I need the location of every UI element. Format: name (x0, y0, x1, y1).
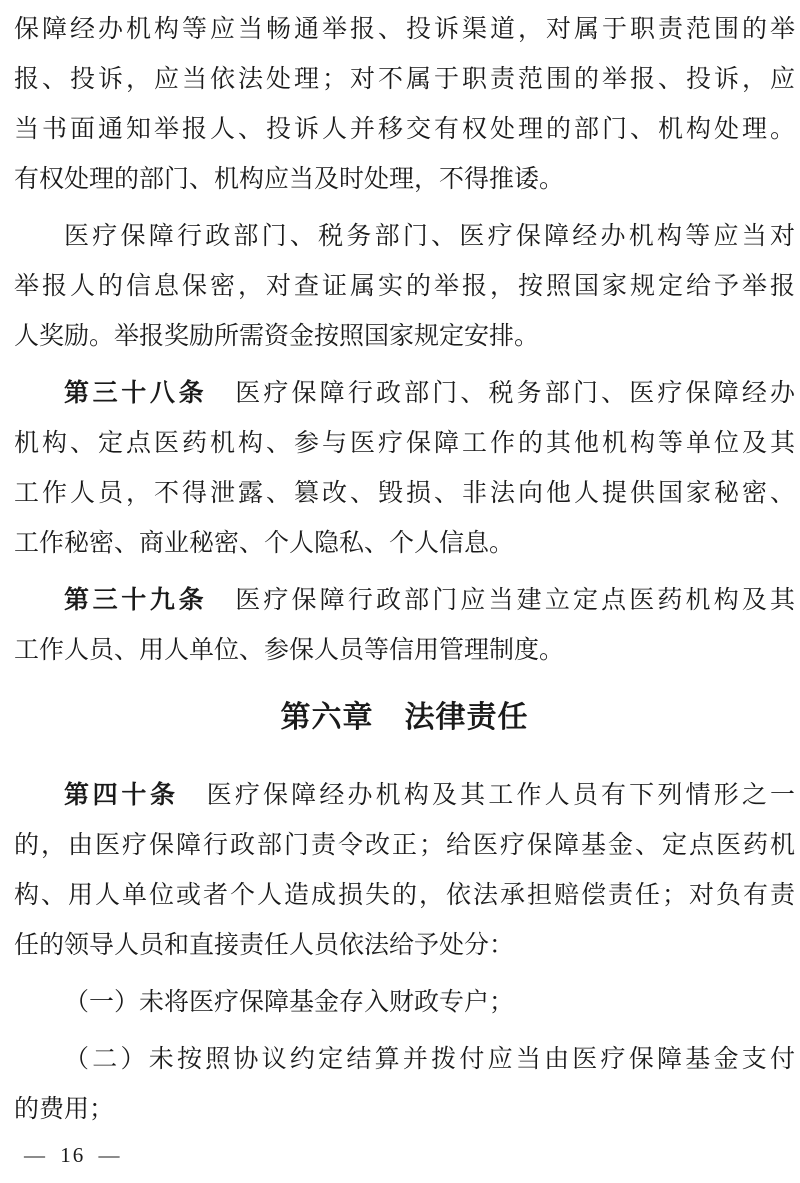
text-line (14, 369, 795, 419)
article-text: 医疗保障行政部门应当建立定点医药机构及其 (235, 587, 795, 614)
paragraph-continuation (14, 5, 795, 205)
paragraph-body (14, 212, 795, 362)
paragraph-article-40 (14, 771, 795, 971)
paragraph-article-38 (14, 369, 795, 569)
text-line: 的费用； (14, 1096, 115, 1123)
chapter-heading: 第六章 法律责任 (280, 701, 529, 734)
article-number: 第三十八条 (64, 380, 208, 407)
text-line: 机构、定点医药机构、参与医疗保障工作的其他机构等单位及其 (14, 430, 795, 457)
text-line: 任的领导人员和直接责任人员依法给予处分： (14, 932, 515, 959)
text-line: 当书面通知举报人、投诉人并移交有权处理的部门、机构处理。 (14, 116, 795, 143)
text-line: 报、投诉，应当依法处理；对不属于职责范围的举报、投诉，应 (14, 66, 795, 93)
text-line: 医疗保障行政部门、税务部门、医疗保障经办机构等应当对 (64, 223, 795, 250)
text-line: 工作人员，不得泄露、篡改、毁损、非法向他人提供国家秘密、 (14, 480, 795, 507)
text-line: （一）未将医疗保障基金存入财政专户； (64, 989, 515, 1016)
article-number: 第四十条 (64, 782, 179, 809)
text-line: 的，由医疗保障行政部门责令改正；给医疗保障基金、定点医药机 (14, 832, 795, 859)
text-line: 保障经办机构等应当畅通举报、投诉渠道，对属于职责范围的举 (14, 16, 795, 43)
text-line: （二）未按照协议约定结算并拨付应当由医疗保障基金支付 (64, 1046, 795, 1073)
article-text: 医疗保障经办机构及其工作人员有下列情形之一 (206, 782, 795, 809)
article-text: 医疗保障行政部门、税务部门、医疗保障经办 (235, 380, 795, 407)
article-number: 第三十九条 (64, 587, 208, 614)
text-line: 举报人的信息保密，对查证属实的举报，按照国家规定给予举报 (14, 273, 795, 300)
text-line (14, 771, 795, 821)
text-line (14, 576, 795, 626)
text-line: 构、用人单位或者个人造成损失的，依法承担赔偿责任；对负有责 (14, 882, 795, 909)
text-line: 工作人员、用人单位、参保人员等信用管理制度。 (14, 637, 565, 664)
list-item-1 (14, 978, 795, 1028)
text-line: 有权处理的部门、机构应当及时处理，不得推诿。 (14, 166, 565, 193)
text-line: 工作秘密、商业秘密、个人隐私、个人信息。 (14, 530, 515, 557)
page-number: — 16 — (24, 1143, 122, 1167)
paragraph-article-39 (14, 576, 795, 676)
list-item-2 (14, 1035, 795, 1135)
text-line: 人奖励。举报奖励所需资金按照国家规定安排。 (14, 323, 540, 350)
